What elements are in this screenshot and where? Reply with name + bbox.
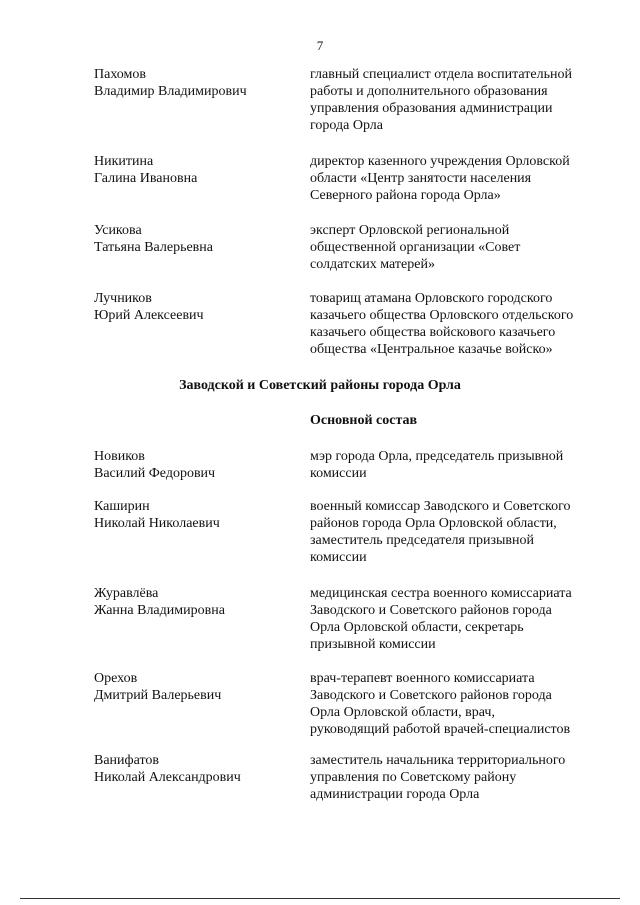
role-line: Заводского и Советского районов города — [310, 603, 552, 618]
role-line: общества «Центральное казачье войско» — [310, 342, 553, 357]
role-line: заместитель председателя призывной — [310, 533, 534, 548]
role-line: врач-терапевт военного комиссариата — [310, 671, 535, 686]
role-line: эксперт Орловской региональной — [310, 223, 510, 238]
role-line: администрации города Орла — [310, 787, 480, 802]
member-name — [94, 66, 304, 100]
member-given-name: Жанна Владимировна — [94, 603, 225, 618]
role-line: медицинская сестра военного комиссариата — [310, 586, 572, 601]
role-line: руководящий работой врачей-специалистов — [310, 722, 571, 737]
role-line: казачьего общества Орловского отдельского — [310, 308, 574, 323]
member-name — [94, 670, 304, 704]
member-role — [310, 670, 606, 738]
member-role — [310, 153, 606, 204]
page-number: 7 — [316, 38, 324, 53]
member-name — [94, 585, 304, 619]
role-line: солдатских матерей» — [310, 257, 435, 272]
member-surname: Орехов — [94, 671, 138, 686]
role-line: Северного района города Орла» — [310, 188, 501, 203]
role-line: заместитель начальника территориального — [310, 753, 566, 768]
member-name — [94, 153, 304, 187]
role-line: Орла Орловской области, врач, — [310, 705, 495, 720]
role-line: товарищ атамана Орловского городского — [310, 291, 553, 306]
role-line: управления по Советскому району — [310, 770, 517, 785]
role-line: главный специалист отдела воспитательной — [310, 67, 572, 82]
role-line: районов города Орла Орловской области, — [310, 516, 557, 531]
member-given-name: Николай Николаевич — [94, 516, 220, 531]
member-role — [310, 498, 606, 566]
member-surname: Ванифатов — [94, 753, 160, 768]
member-surname: Пахомов — [94, 67, 146, 82]
member-given-name: Владимир Владимирович — [94, 84, 247, 99]
role-line: управления образования администрации — [310, 101, 553, 116]
member-surname: Новиков — [94, 449, 145, 464]
member-given-name: Николай Александрович — [94, 770, 241, 785]
role-line: города Орла — [310, 118, 383, 133]
member-given-name: Юрий Алексеевич — [94, 308, 204, 323]
member-role — [310, 290, 606, 358]
section-heading: Заводской и Советский районы города Орла — [179, 378, 461, 393]
member-name — [94, 290, 304, 324]
member-role — [310, 585, 606, 653]
member-role — [310, 448, 606, 482]
member-given-name: Василий Федорович — [94, 466, 216, 481]
member-given-name: Галина Ивановна — [94, 171, 198, 186]
member-given-name: Татьяна Валерьевна — [94, 240, 213, 255]
role-line: директор казенного учреждения Орловской — [310, 154, 570, 169]
role-line: казачьего общества войскового казачьего — [310, 325, 556, 340]
member-surname: Лучников — [94, 291, 152, 306]
role-line: работы и дополнительного образования — [310, 84, 548, 99]
role-line: области «Центр занятости населения — [310, 171, 532, 186]
member-name — [94, 752, 304, 786]
member-role — [310, 222, 606, 273]
role-line: мэр города Орла, председатель призывной — [310, 449, 564, 464]
member-surname: Журавлёва — [94, 586, 159, 601]
role-line: общественной организации «Совет — [310, 240, 521, 255]
role-line: военный комиссар Заводского и Советского — [310, 499, 571, 514]
section-subheading: Основной состав — [310, 413, 418, 428]
member-given-name: Дмитрий Валерьевич — [94, 688, 222, 703]
member-name — [94, 498, 304, 532]
member-surname: Каширин — [94, 499, 150, 514]
role-line: Заводского и Советского районов города — [310, 688, 552, 703]
member-surname: Никитина — [94, 154, 154, 169]
member-name — [94, 448, 304, 482]
role-line: комиссии — [310, 466, 367, 481]
role-line: призывной комиссии — [310, 637, 436, 652]
member-role — [310, 752, 606, 803]
role-line: комиссии — [310, 550, 367, 565]
member-surname: Усикова — [94, 223, 142, 238]
member-role — [310, 66, 606, 134]
role-line: Орла Орловской области, секретарь — [310, 620, 524, 635]
member-name — [94, 222, 304, 256]
bottom-rule — [20, 898, 620, 899]
